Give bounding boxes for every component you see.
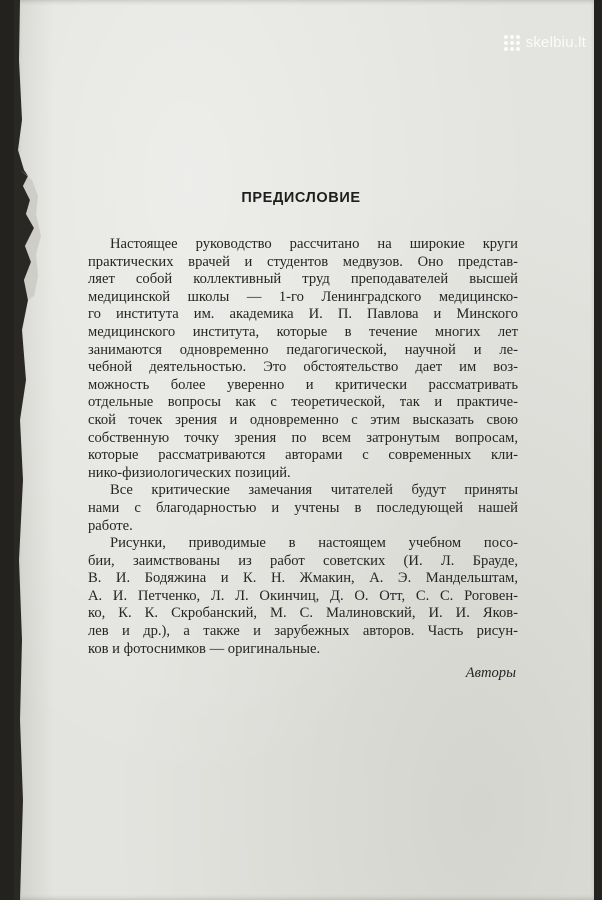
text-line: нами с благодарностью и учтены в последующей нашей: [88, 499, 518, 516]
signature: Авторы: [465, 665, 516, 681]
text-line: занимаются одновременно педагогической, научной и ле-: [88, 341, 518, 358]
paragraph-2: [88, 482, 518, 535]
page-title: ПРЕДИСЛОВИЕ: [241, 190, 361, 206]
text-line: го института им. академика И. П. Павлова и Минского: [88, 306, 518, 323]
text-line: Рисунки, приводимые в настоящем учебном посо-: [110, 535, 518, 552]
paragraph-3: [88, 535, 518, 658]
text-line: В. И. Бодяжина и К. Н. Жмакин, А. Э. Мандельштам,: [88, 570, 518, 587]
text-line: ской точек зрения и одновременно с этим высказать свою: [88, 411, 518, 428]
watermark-text: skelbiu.lt: [525, 34, 586, 51]
text-line: Все критические замечания читателей будут приняты: [110, 482, 518, 499]
text-line: медицинского института, которые в течение многих лет: [88, 323, 518, 340]
text-line: работе.: [88, 517, 133, 534]
text-line: ков и фотоснимков — оригинальные.: [88, 640, 321, 657]
watermark: [504, 34, 586, 51]
text-line: ко, К. К. Скробанский, М. С. Малиновский, И. И. Яков-: [88, 605, 518, 622]
text-line: отдельные вопросы как с теоретической, так и практиче-: [88, 394, 518, 411]
text-line: ляет собой коллективный труд преподавателей высшей: [88, 271, 518, 288]
paragraph-1: [88, 236, 518, 482]
text-line: нико-физиологических позиций.: [88, 464, 291, 481]
text-line: Настоящее руководство рассчитано на широкие круги: [110, 236, 518, 252]
dots-grid-icon: [504, 35, 520, 51]
torn-edge: [14, 0, 54, 900]
text-line: бии, заимствованы из работ советских (И. Л. Брауде,: [88, 552, 518, 569]
preface-body: [88, 236, 518, 658]
text-line: чебной деятельностью. Это обстоятельство дает им воз-: [88, 359, 518, 376]
text-line: практических врачей и студентов медвузов. Оно представ-: [88, 253, 518, 270]
text-line: можность более уверенно и критически рассматривать: [88, 376, 518, 393]
text-line: А. И. Петченко, Л. Л. Окинчиц, Д. О. Отт, С. С. Роговен-: [88, 587, 518, 604]
text-line: которые рассматриваются авторами с современных кли-: [88, 447, 518, 464]
text-line: медицинской школы — 1-го Ленинградского медицинско-: [88, 288, 518, 305]
text-line: лев и др.), а также и зарубежных авторов. Часть рисун-: [88, 623, 518, 640]
text-line: собственную точку зрения по всем затронутым вопросам,: [88, 429, 518, 446]
